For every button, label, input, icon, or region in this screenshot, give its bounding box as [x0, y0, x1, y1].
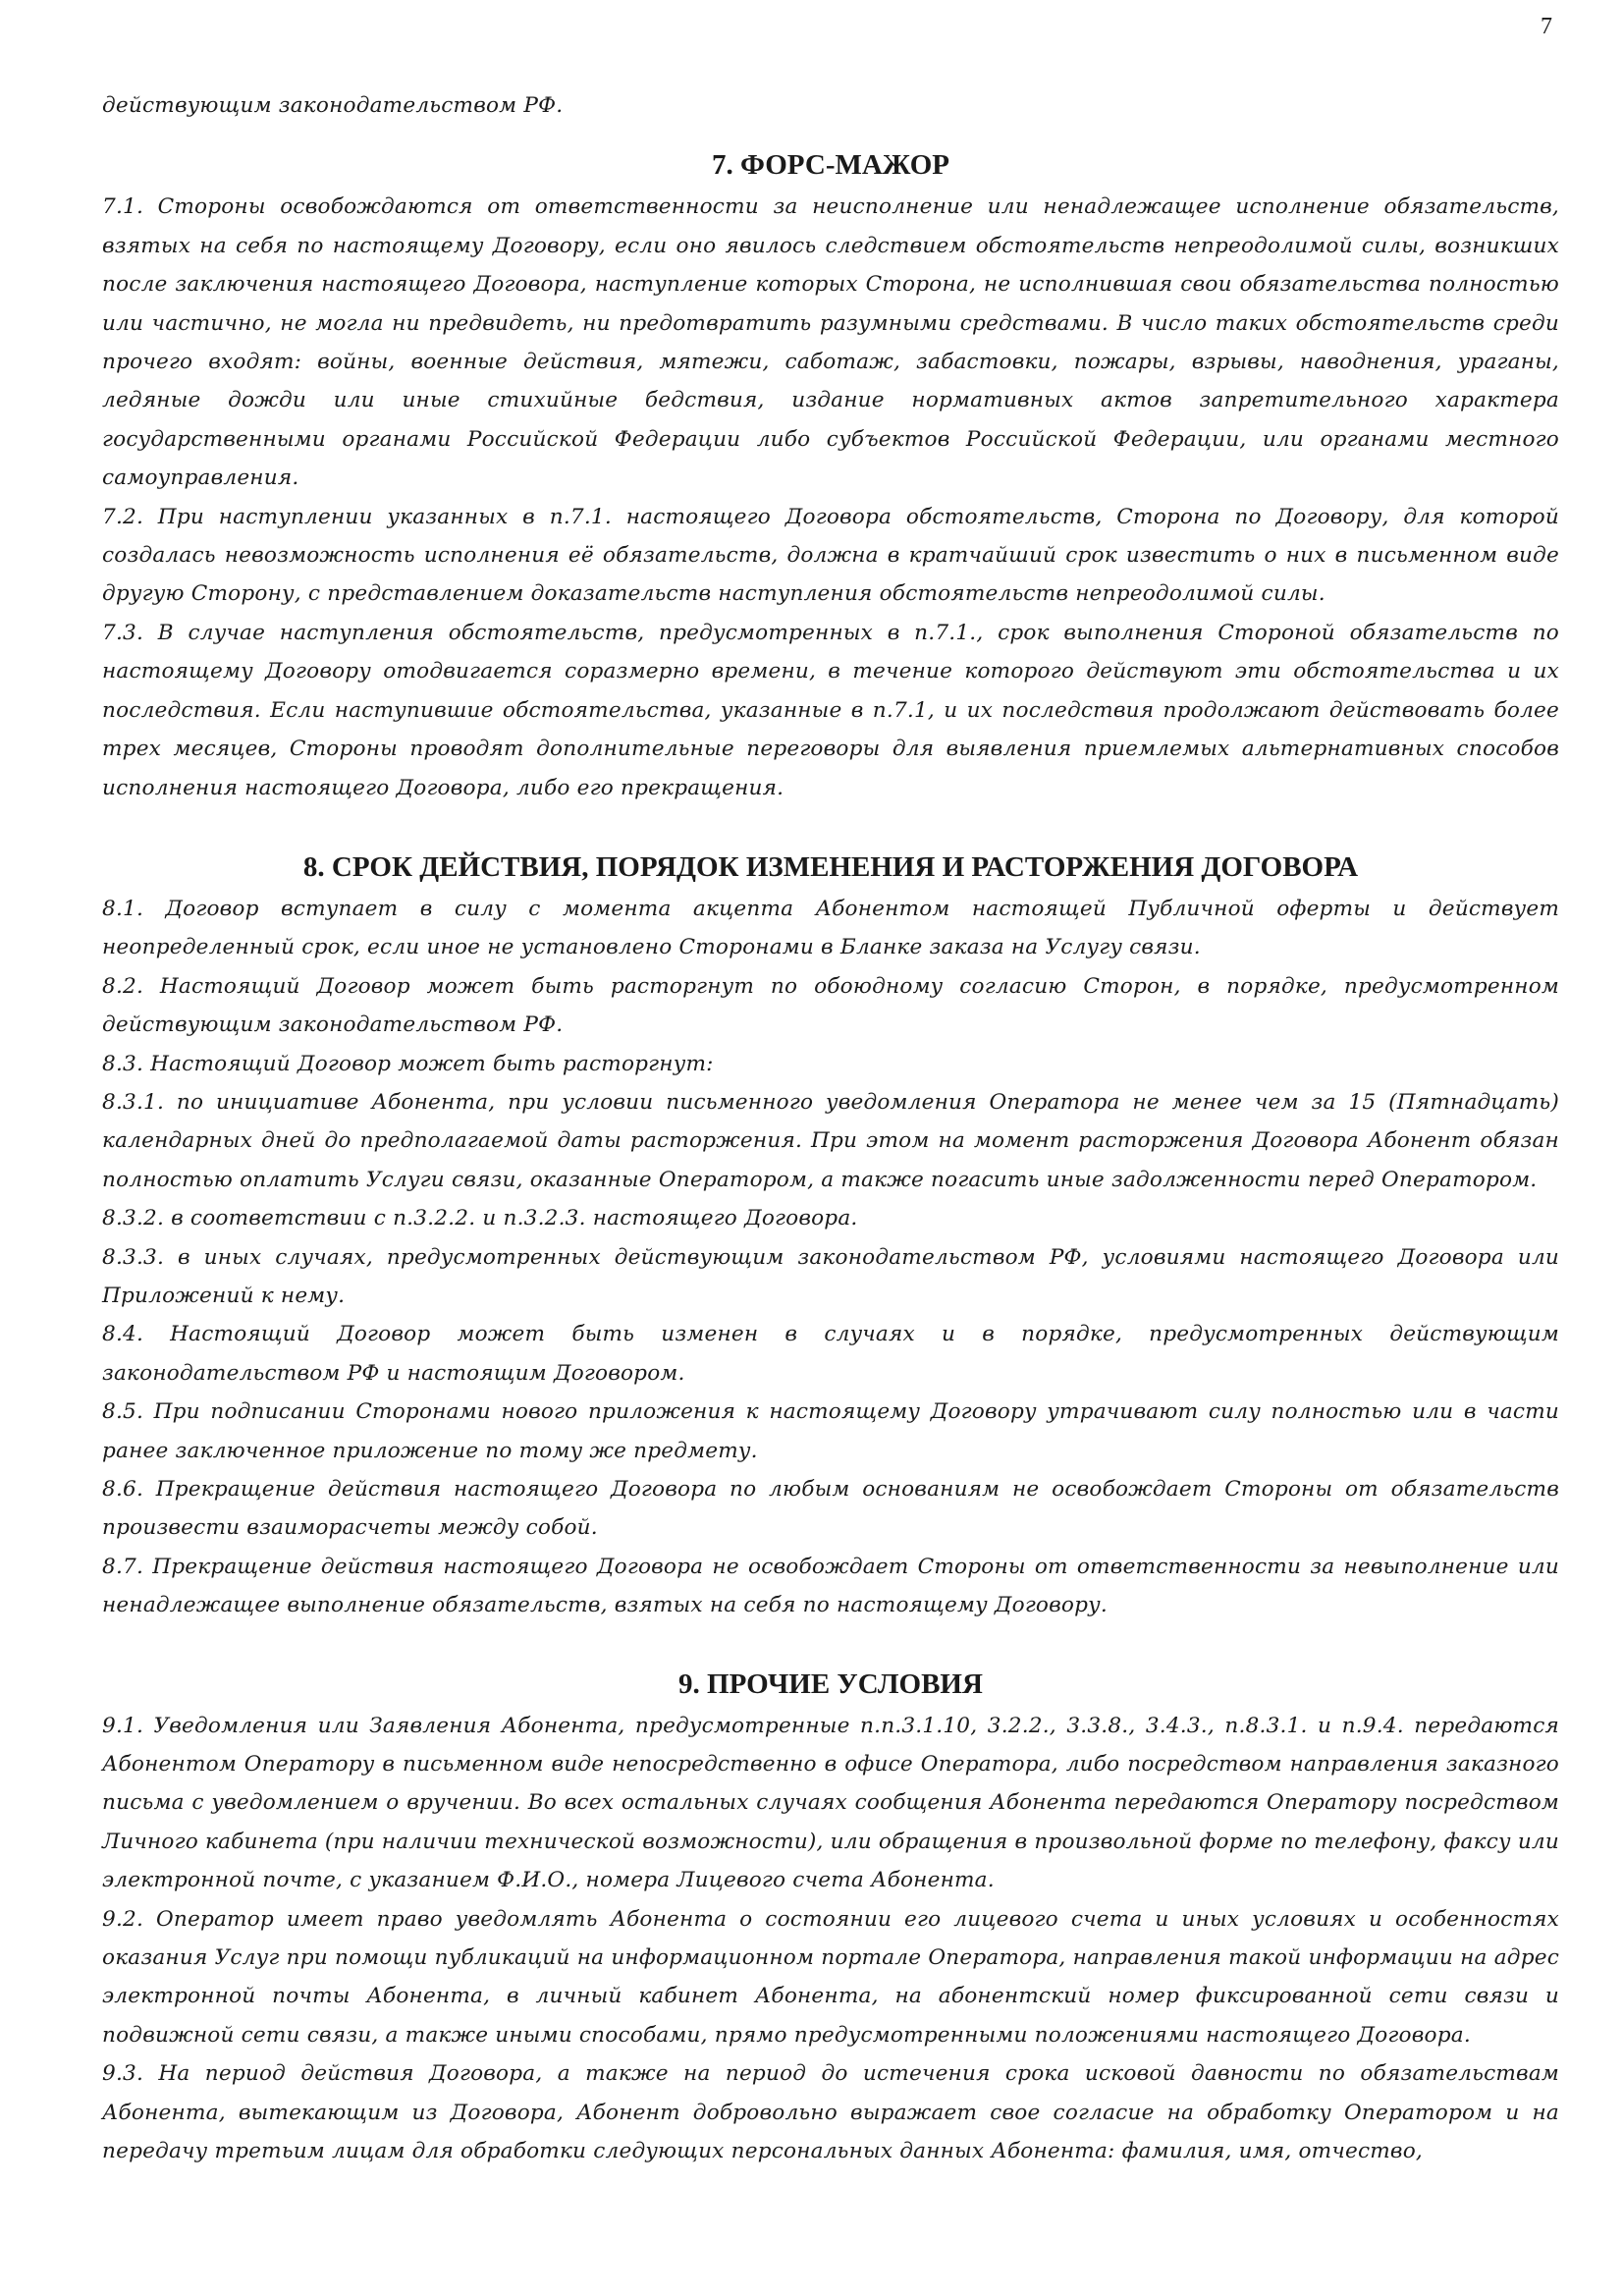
- paragraph-7-2: 7.2. При наступлении указанных в п.7.1. настоящего Договора обстоятельств, Сторона по Договору, для которой создалась невозможность исполнения её обязательств, должна в кратчайший срок известить о них в письменном виде другую Сторону, с представлением доказательств наступления обстоятельств непреодолимой силы.: [102, 504, 1559, 607]
- paragraph-9-1: 9.1. Уведомления или Заявления Абонента, предусмотренные п.п.3.1.10, 3.2.2., 3.3.8., 3.4.3., п.8.3.1. и п.9.4. передаются Абонентом Оператору в письменном виде непосредственно в офисе Оператора, либо посредством направления заказного письма с уведомлением о вручении. Во всех остальных случаях сообщения Абонента передаются Оператору посредством Личного кабинета (при наличии технической возможности), или обращения в произвольной форме по телефону, факсу или электронной почте, с указанием Ф.И.О., номера Лицевого счета Абонента.: [102, 1713, 1559, 1893]
- paragraph-7-1: 7.1. Стороны освобождаются от ответственности за неисполнение или ненадлежащее исполнение обязательств, взятых на себя по настоящему Договору, если оно явилось следствием обстоятельств непреодолимой силы, возникших после заключения настоящего Договора, наступление которых Сторона, не исполнившая свои обязательства полностью или частично, не могла ни предвидеть, ни предотвратить разумными средствами. В число таких обстоятельств среди прочего входят: войны, военные действия, мятежи, саботаж, забастовки, пожары, взрывы, наводнения, ураганы, ледяные дожди или иные стихийные бедствия, издание нормативных актов запретительного характера государственными органами Российской Федерации либо субъектов Российской Федерации, или органами местного самоуправления.: [102, 194, 1559, 491]
- paragraph-8-3: 8.3. Настоящий Договор может быть расторгнут:: [102, 1051, 714, 1076]
- document-body: [102, 86, 1559, 2171]
- paragraph-8-3-1: 8.3.1. по инициативе Абонента, при условии письменного уведомления Оператора не менее чем за 15 (Пятнадцать) календарных дней до предполагаемой даты расторжения. При этом на момент расторжения Договора Абонент обязан полностью оплатить Услуги связи, оказанные Оператором, а также погасить иные задолженности перед Оператором.: [102, 1089, 1559, 1192]
- paragraph-9-3: 9.3. На период действия Договора, а также на период до истечения срока исковой давности по обязательствам Абонента, вытекающим из Договора, Абонент добровольно выражает свое согласие на обработку Оператором и на передачу третьим лицам для обработки следующих персональных данных Абонента: фамилия, имя, отчество,: [102, 2061, 1559, 2164]
- paragraph-8-5: 8.5. При подписании Сторонами нового приложения к настоящему Договору утрачивают силу полностью или в части ранее заключенное приложение по тому же предмету.: [102, 1399, 1559, 1463]
- page-number: 7: [1541, 14, 1552, 39]
- paragraph-8-3-2: 8.3.2. в соответствии с п.3.2.2. и п.3.2.3. настоящего Договора.: [102, 1206, 858, 1231]
- paragraph-8-7: 8.7. Прекращение действия настоящего Договора не освобождает Стороны от ответственности за невыполнение или ненадлежащее выполнение обязательств, взятых на себя по настоящему Договору.: [102, 1554, 1559, 1618]
- paragraph-8-4: 8.4. Настоящий Договор может быть изменен в случаях и в порядке, предусмотренных действующим законодательством РФ и настоящим Договором.: [102, 1322, 1559, 1386]
- section-8-heading: 8. СРОК ДЕЙСТВИЯ, ПОРЯДОК ИЗМЕНЕНИЯ И РАСТОРЖЕНИЯ ДОГОВОРА: [302, 850, 1359, 883]
- paragraph-8-2: 8.2. Настоящий Договор может быть расторгнут по обоюдному согласию Сторон, в порядке, предусмотренном действующим законодательством РФ.: [102, 973, 1559, 1038]
- intro-line: действующим законодательством РФ.: [102, 93, 564, 118]
- paragraph-8-1: 8.1. Договор вступает в силу с момента акцепта Абонентом настоящей Публичной оферты и действует неопределенный срок, если иное не установлено Сторонами в Бланке заказа на Услугу связи.: [102, 896, 1559, 960]
- paragraph-8-3-3: 8.3.3. в иных случаях, предусмотренных действующим законодательством РФ, условиями настоящего Договора или Приложений к нему.: [102, 1244, 1559, 1308]
- paragraph-7-3: 7.3. В случае наступления обстоятельств, предусмотренных в п.7.1., срок выполнения Стороной обязательств по настоящему Договору отодвигается соразмерно времени, в течение которого действуют эти обстоятельства и их последствия. Если наступившие обстоятельства, указанные в п.7.1, и их последствия продолжают действовать более трех месяцев, Стороны проводят дополнительные переговоры для выявления приемлемых альтернативных способов исполнения настоящего Договора, либо его прекращения.: [102, 620, 1559, 800]
- section-7-heading: 7. ФОРС-МАЖОР: [711, 149, 950, 182]
- paragraph-8-6: 8.6. Прекращение действия настоящего Договора по любым основаниям не освобождает Стороны от обязательств произвести взаиморасчеты между собой.: [102, 1477, 1559, 1541]
- paragraph-9-2: 9.2. Оператор имеет право уведомлять Абонента о состоянии его лицевого счета и иных условиях и особенностях оказания Услуг при помощи публикаций на информационном портале Оператора, направления такой информации на адрес электронной почты Абонента, в личный кабинет Абонента, на абонентский номер фиксированной сети связи и подвижной сети связи, а также иными способами, прямо предусмотренными положениями настоящего Договора.: [102, 1906, 1559, 2048]
- section-9-heading: 9. ПРОЧИЕ УСЛОВИЯ: [678, 1667, 983, 1700]
